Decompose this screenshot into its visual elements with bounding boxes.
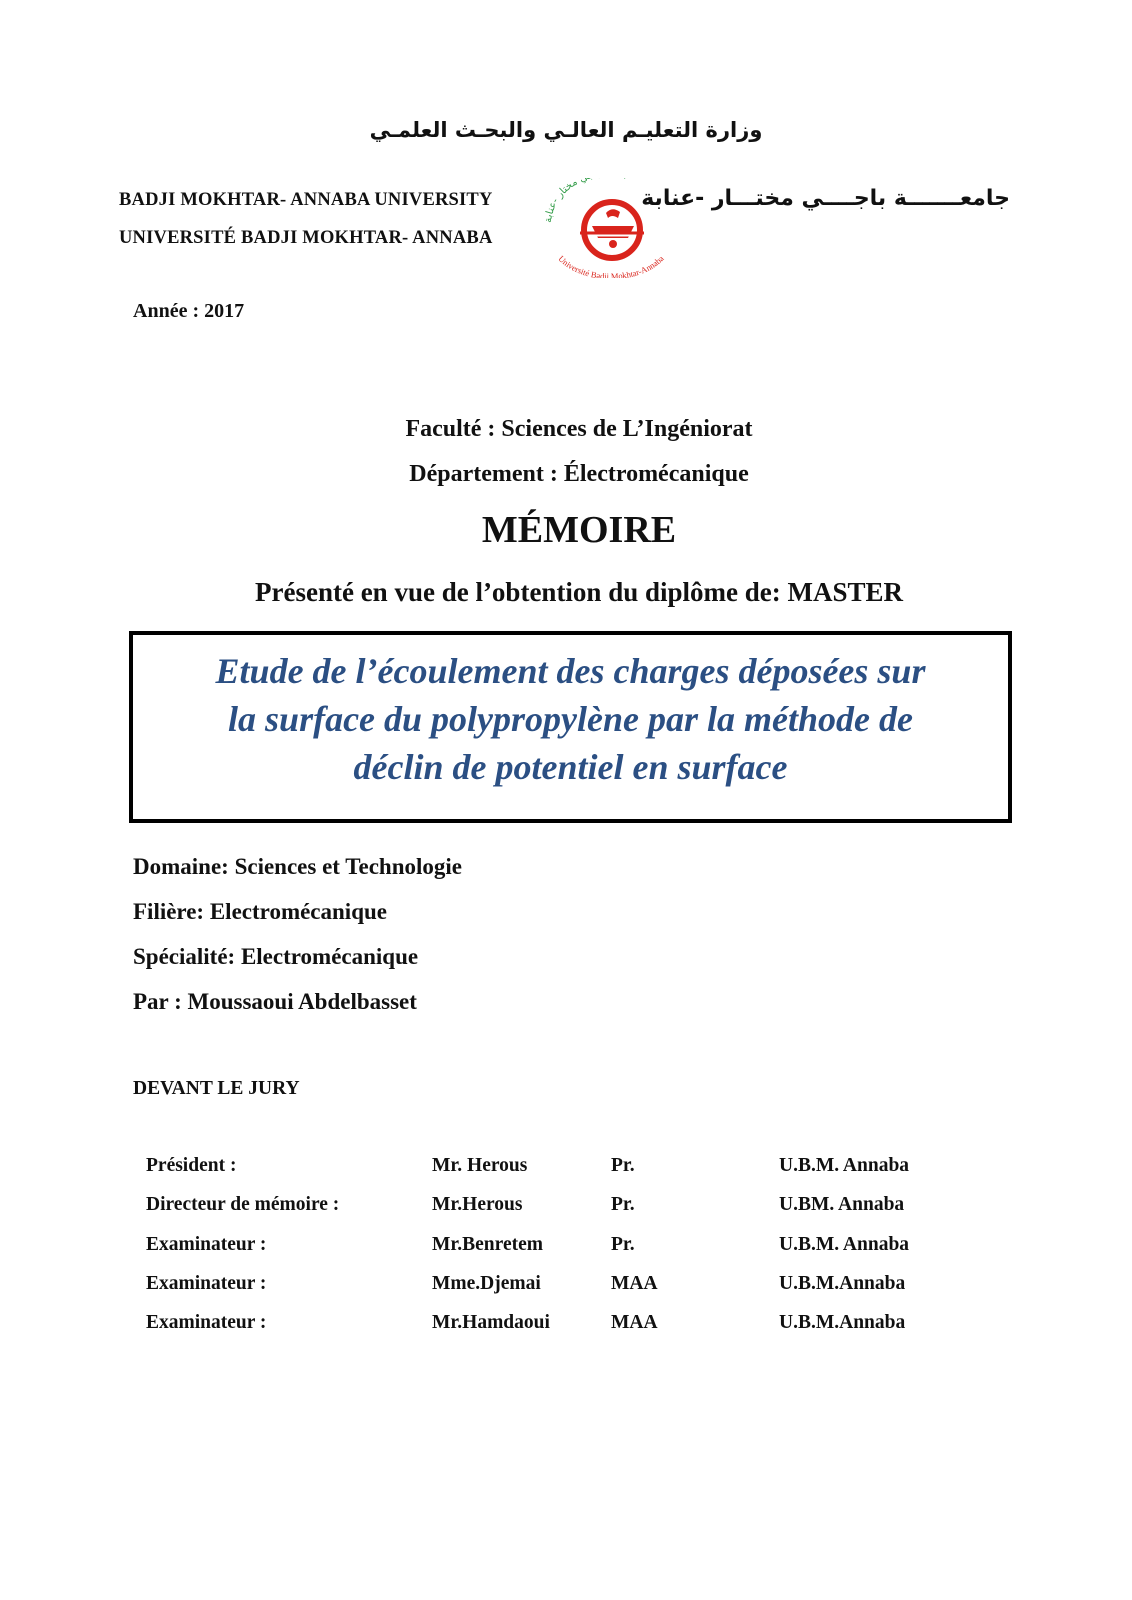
department-line: Département : Électromécanique	[409, 461, 749, 487]
thesis-title-box	[129, 631, 1012, 823]
jury-name: Mr.Herous	[432, 1194, 523, 1215]
jury-name: Mme.Djemai	[432, 1273, 541, 1294]
domain-line: Domaine: Sciences et Technologie	[133, 854, 462, 879]
jury-role: Examinateur :	[146, 1312, 267, 1333]
jury-grade: Pr.	[611, 1194, 635, 1215]
jury-heading: DEVANT LE JURY	[133, 1078, 300, 1099]
thesis-title	[133, 647, 1008, 791]
logo-arc-text-ar: ي مختار -عنابة	[543, 178, 590, 224]
jury-row	[0, 1234, 1132, 1264]
jury-role: Examinateur :	[146, 1234, 267, 1255]
diploma-line: Présenté en vue de l’obtention du diplôme de: MASTER	[255, 577, 903, 607]
jury-institution: U.B.M.Annaba	[779, 1312, 906, 1333]
jury-name: Mr. Herous	[432, 1155, 528, 1176]
jury-institution: U.BM. Annaba	[779, 1194, 905, 1215]
university-name-en: BADJI MOKHTAR- ANNABA UNIVERSITY	[119, 190, 493, 210]
specialty-line: Spécialité: Electromécanique	[133, 944, 419, 969]
jury-name: Mr.Hamdaoui	[432, 1312, 550, 1333]
jury-grade: Pr.	[611, 1234, 635, 1255]
jury-role: Examinateur :	[146, 1273, 267, 1294]
university-name-ar: جامعـــــــة باجــــي مختـــار -عنابة	[641, 186, 1010, 211]
document-type-title: MÉMOIRE	[481, 509, 677, 551]
logo-arc-text-fr: Université Badji Mokhtar-Annaba	[556, 253, 666, 278]
year-label: Année : 2017	[133, 300, 245, 322]
jury-grade: MAA	[611, 1273, 658, 1294]
thesis-title-line-3: déclin de potentiel en surface	[353, 747, 788, 787]
faculty-line: Faculté : Sciences de L’Ingéniorat	[405, 416, 753, 442]
ministry-heading: وزارة التعليـم العالـي والبحـث العلمـي	[369, 118, 763, 142]
thesis-title-line-1: Etude de l’écoulement des charges déposées sur	[215, 651, 926, 691]
jury-role: Président :	[146, 1155, 237, 1176]
jury-row	[0, 1273, 1132, 1303]
jury-role: Directeur de mémoire :	[146, 1194, 340, 1215]
author-line: Par : Moussaoui Abdelbasset	[133, 989, 417, 1014]
jury-name: Mr.Benretem	[432, 1234, 544, 1255]
jury-grade: MAA	[611, 1312, 658, 1333]
university-name-fr: UNIVERSITÉ BADJI MOKHTAR- ANNABA	[119, 228, 493, 248]
jury-row	[0, 1194, 1132, 1224]
jury-grade: Pr.	[611, 1155, 635, 1176]
jury-institution: U.B.M. Annaba	[779, 1234, 910, 1255]
jury-institution: U.B.M. Annaba	[779, 1155, 910, 1176]
jury-row	[0, 1155, 1132, 1185]
jury-row	[0, 1312, 1132, 1342]
field-line: Filière: Electromécanique	[133, 899, 387, 924]
thesis-title-line-2: la surface du polypropylène par la méthode de	[228, 699, 913, 739]
jury-institution: U.B.M.Annaba	[779, 1273, 906, 1294]
